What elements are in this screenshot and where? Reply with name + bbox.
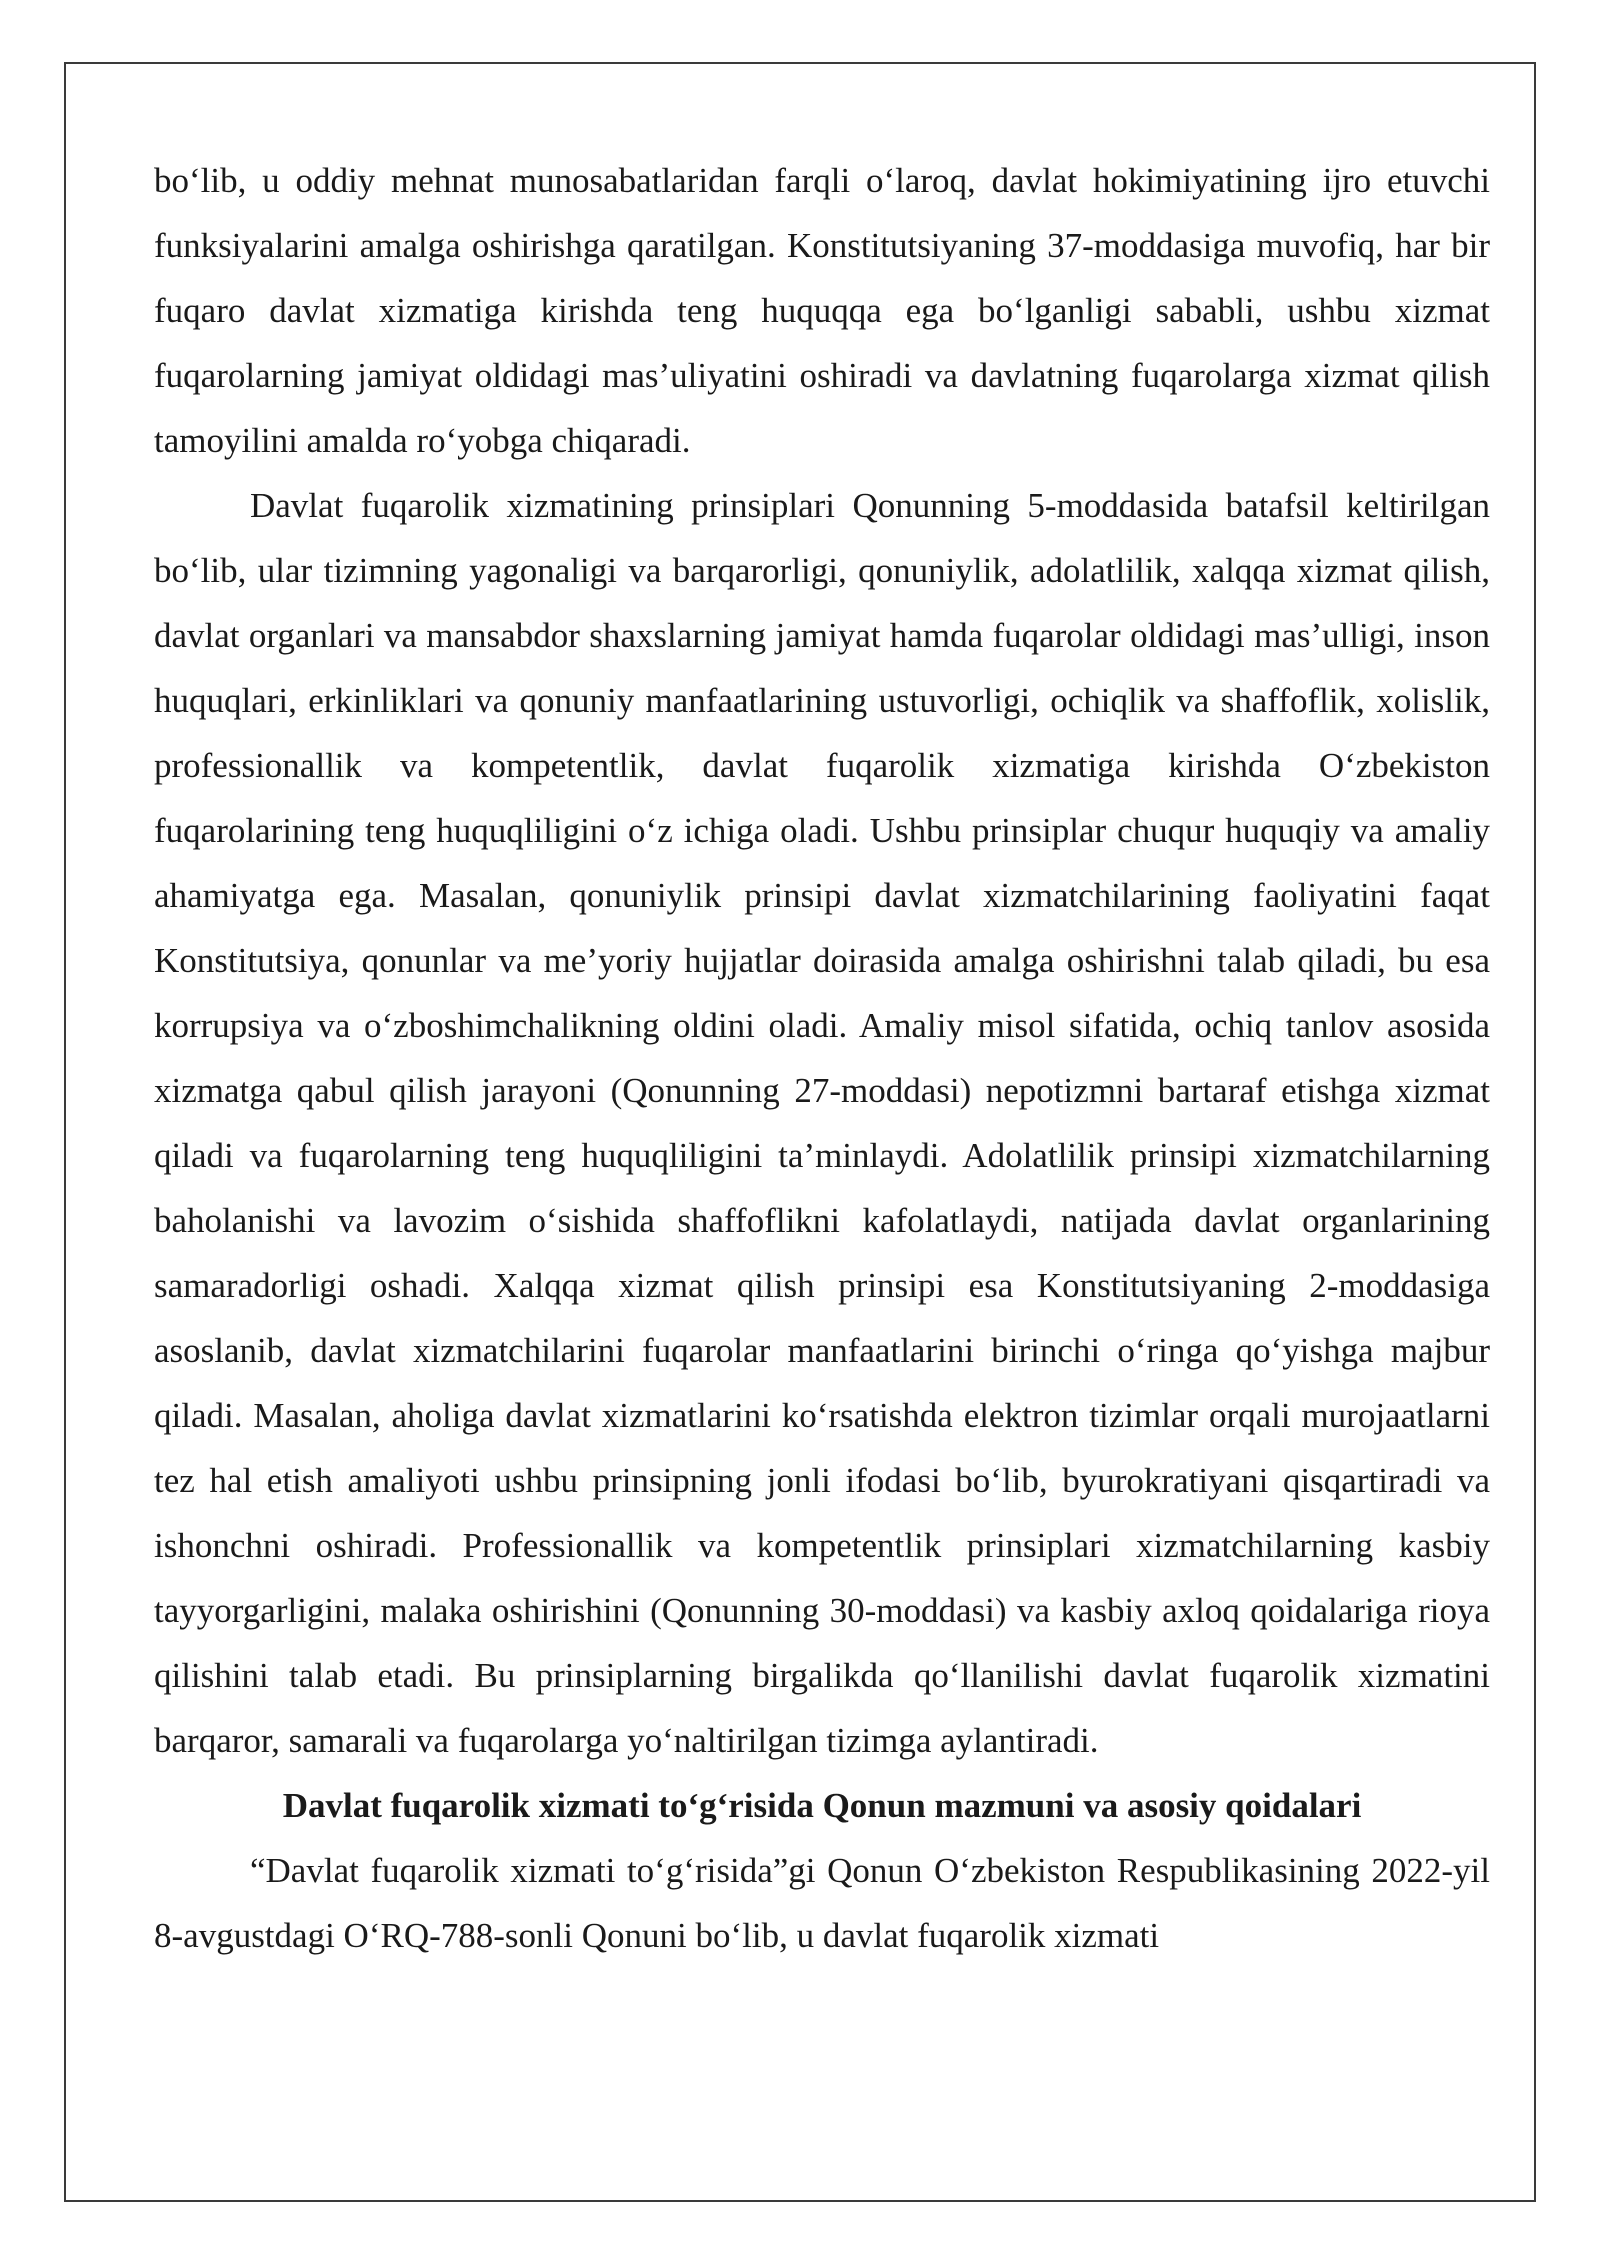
document-body bbox=[154, 148, 1490, 1968]
section-heading: Davlat fuqarolik xizmati to‘g‘risida Qonun mazmuni va asosiy qoidalari bbox=[282, 1786, 1362, 1825]
body-paragraph: bo‘lib, u oddiy mehnat munosabatlaridan farqli o‘laroq, davlat hokimiyatining ijro etuvchi funksiyalarini amalga oshirishga qaratilgan. Konstitutsiyaning 37-moddasiga muvofiq, har bir fuqaro davlat xizmatiga kirishda teng huquqqa ega bo‘lganligi sababli, ushbu xizmat fuqarolarning jamiyat oldidagi mas’uliyatini oshiradi va davlatning fuqarolarga xizmat qilish tamoyilini amalda ro‘yobga chiqaradi. bbox=[154, 161, 1490, 460]
body-paragraph: Davlat fuqarolik xizmatining prinsiplari Qonunning 5-moddasida batafsil keltirilgan bo‘lib, ular tizimning yagonaligi va barqarorligi, qonuniylik, adolatlilik, xalqqa xizmat qilish, davlat organlari va mansabdor shaxslarning jamiyat hamda fuqarolar oldidagi mas’ulligi, inson huquqlari, erkinliklari va qonuniy manfaatlarining ustuvorligi, ochiqlik va shaffoflik, xolislik, professionallik va kompetentlik, davlat fuqarolik xizmatiga kirishda O‘zbekiston fuqarolarining teng huquqliligini o‘z ichiga oladi. Ushbu prinsiplar chuqur huquqiy va amaliy ahamiyatga ega. Masalan, qonuniylik prinsipi davlat xizmatchilarining faoliyatini faqat Konstitutsiya, qonunlar va me’yoriy hujjatlar doirasida amalga oshirishni talab qiladi, bu esa korrupsiya va o‘zboshimchalikning oldini oladi. Amaliy misol sifatida, ochiq tanlov asosida xizmatga qabul qilish jarayoni (Qonunning 27-moddasi) nepotizmni bartaraf etishga xizmat qiladi va fuqarolarning teng huquqliligini ta’minlaydi. Adolatlilik prinsipi xizmatchilarning baholanishi va lavozim o‘sishida shaffoflikni kafolatlaydi, natijada davlat organlarining samaradorligi oshadi. Xalqqa xizmat qilish prinsipi esa Konstitutsiyaning 2-moddasiga asoslanib, davlat xizmatchilarini fuqarolar manfaatlarini birinchi o‘ringa qo‘yishga majbur qiladi. Masalan, aholiga davlat xizmatlarini ko‘rsatishda elektron tizimlar orqali murojaatlarni tez hal etish amaliyoti ushbu prinsipning jonli ifodasi bo‘lib, byurokratiyani qisqartiradi va ishonchni oshiradi. Professionallik va kompetentlik prinsiplari xizmatchilarning kasbiy tayyorgarligini, malaka oshirishini (Qonunning 30-moddasi) va kasbiy axloq qoidalariga rioya qilishini talab etadi. Bu prinsiplarning birgalikda qo‘llanilishi davlat fuqarolik xizmatini barqaror, samarali va fuqarolarga yo‘naltirilgan tizimga aylantiradi. bbox=[154, 486, 1490, 1760]
body-paragraph: “Davlat fuqarolik xizmati to‘g‘risida”gi Qonun O‘zbekiston Respublikasining 2022-yil 8-avgustdagi O‘RQ-788-sonli Qonuni bo‘lib, u davlat fuqarolik xizmati bbox=[154, 1851, 1490, 1955]
